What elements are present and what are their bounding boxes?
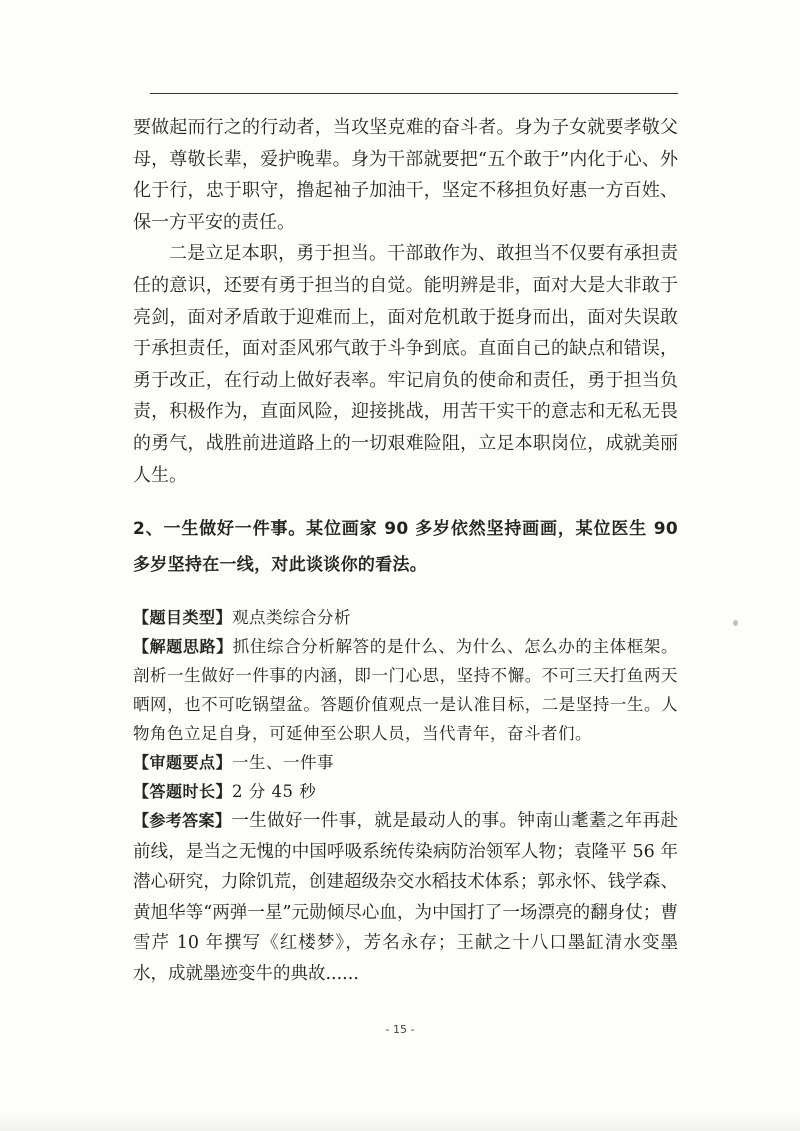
reference-answer: [133, 806, 678, 989]
question-type-line: [133, 603, 678, 632]
reference-answer-label: 【参考答案】: [133, 811, 232, 831]
header-rule: [150, 93, 678, 94]
question-type-text: 观点类综合分析: [232, 608, 352, 628]
answer-time-label: 【答题时长】: [133, 782, 233, 802]
scan-speck: [733, 620, 738, 626]
scan-edge-shadow: [0, 1113, 800, 1131]
key-points-text: 一生、一件事: [232, 753, 335, 773]
question-type-label: 【题目类型】: [133, 608, 233, 628]
answer-time-line: [133, 777, 678, 806]
approach-label: 【解题思路】: [133, 637, 233, 657]
page-content: [133, 112, 678, 989]
reference-answer-text: 一生做好一件事，就是最动人的事。钟南山耄耋之年再赴前线，是当之无愧的中国呼吸系统传染病防治领军人物；袁隆平 56 年潜心研究，力除饥荒，创建超级杂交水稻技术体系；郭永怀、钱学森、黄旭华等“两弹一星”元勋倾尽心血，为中国打了一场漂亮的翻身仗；曹雪芹 10 年撰写《红楼梦》，芳名永存；王献之十八口墨缸清水变墨水，成就墨迹变牛的典故......: [133, 811, 678, 984]
paragraph-point-two: 二是立足本职，勇于担当。干部敢作为、敢担当不仅要有承担责任的意识，还要有勇于担当的自觉。能明辨是非，面对大是大非敢于亮剑，面对矛盾敢于迎难而上，面对危机敢于挺身而出，面对失误敢于承担责任，面对歪风邪气敢于斗争到底。直面自己的缺点和错误，勇于改正，在行动上做好表率。牢记肩负的使命和责任，勇于担当负责，积极作为，直面风险，迎接挑战，用苦干实干的意志和无私无畏的勇气，战胜前进道路上的一切艰难险阻，立足本职岗位，成就美丽人生。: [133, 243, 678, 486]
answer-time-text: 2 分 45 秒: [232, 782, 317, 802]
key-points-label: 【审题要点】: [133, 753, 233, 773]
page-number: - 15 -: [385, 1023, 415, 1036]
analysis-block: [133, 603, 678, 989]
approach-line: [133, 632, 678, 748]
approach-text: 抓住综合分析解答的是什么、为什么、怎么办的主体框架。剖析一生做好一件事的内涵，即一门心思，坚持不懈。不可三天打鱼两天晒网，也不可吃锅望盆。答题价值观点一是认准目标，二是坚持一生。人物角色立足自身，可延伸至公职人员，当代青年，奋斗者们。: [133, 637, 678, 744]
paragraph-continued: 要做起而行之的行动者，当攻坚克难的奋斗者。身为子女就要孝敬父母，尊敬长辈，爱护晚辈。身为干部就要把“五个敢于”内化于心、外化于行，忠于职守，撸起袖子加油干，坚定不移担负好惠一方百姓、保一方平安的责任。: [133, 117, 678, 233]
key-points-line: [133, 748, 678, 777]
question-heading: 2、一生做好一件事。某位画家 90 多岁依然坚持画画，某位医生 90 多岁坚持在一线，对此谈谈你的看法。: [133, 519, 678, 576]
